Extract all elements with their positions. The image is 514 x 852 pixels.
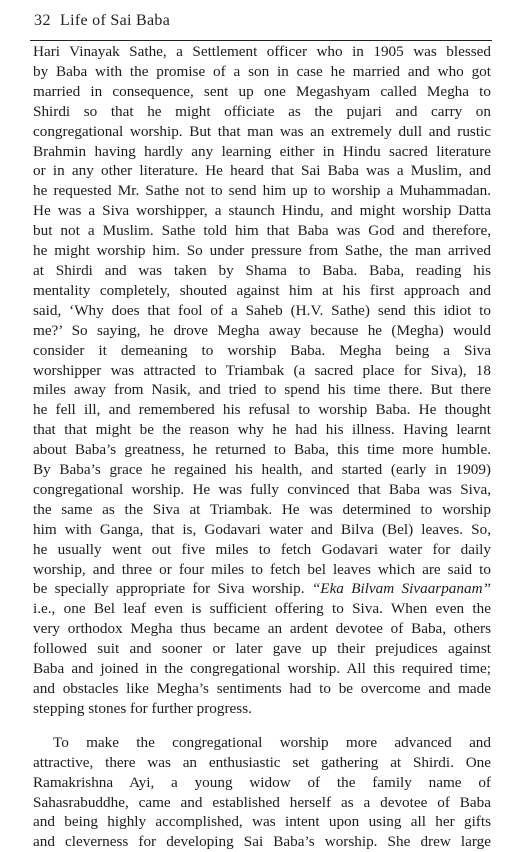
text-segment: be specially appropriate for Siva worship. bbox=[33, 580, 305, 598]
paragraph-gap bbox=[33, 719, 491, 733]
text-line: or in any other literature. He heard that Sai Baba was a Muslim, and bbox=[33, 162, 491, 180]
text-line: that that might be the reason why he had his illness. Having learnt bbox=[33, 421, 491, 439]
italic-quote: “Eka Bilvam Sivaarpanam” bbox=[311, 580, 491, 598]
text-line: by Baba with the promise of a son in case he married and who got bbox=[33, 62, 491, 80]
running-title: Life of Sai Baba bbox=[60, 12, 171, 29]
running-header bbox=[30, 12, 492, 41]
text-line: Baba and joined in the congregational worship. All this required time; bbox=[33, 660, 491, 678]
text-line: him with Ganga, that is, Godavari water and Bilva (Bel) leaves. So, bbox=[33, 520, 491, 538]
text-line: he usually went out five miles to fetch Godavari water for daily bbox=[33, 540, 491, 558]
text-line: but not a Muslim. Sathe told him that Baba was God and therefore, bbox=[33, 222, 491, 240]
text-line: he might worship him. So under pressure from Sathe, the man arrived bbox=[33, 242, 491, 260]
text-line: Hari Vinayak Sathe, a Settlement officer who in 1905 was blessed bbox=[33, 43, 491, 60]
text-line: stepping stones for further progress. bbox=[33, 699, 252, 717]
text-line: Sahasrabuddhe, came and established herself as a devotee of Baba bbox=[33, 793, 491, 811]
text-line: miles away from Nasik, and tried to spend his time there. But there bbox=[33, 381, 491, 399]
text-line: he fell ill, and remembered his refusal to worship Baba. He thought bbox=[33, 401, 491, 419]
text-line: said, ‘Why does that fool of a Saheb (H.V. Sathe) send this idiot to bbox=[33, 301, 491, 319]
page-number: 32 bbox=[34, 12, 51, 29]
text-line: he requested Mr. Sathe not to send him up to worship a Muhammadan. bbox=[33, 182, 491, 200]
text-line: Shirdi so that he might officiate as the pujari and carry on bbox=[33, 102, 491, 120]
text-line: worship, and three or four miles to fetch bel leaves which are said to bbox=[33, 560, 491, 578]
text-line: very orthodox Megha thus became an ardent devotee of Baba, others bbox=[33, 620, 491, 638]
text-line: To make the congregational worship more advanced and bbox=[53, 733, 491, 751]
text-line-with-quote bbox=[33, 579, 491, 599]
text-line: followed suit and sooner or later gave up their prejudices against bbox=[33, 640, 491, 658]
text-line: congregational worship. He was fully convinced that Baba was Siva, bbox=[33, 480, 491, 498]
text-line: married in consequence, sent up one Megashyam called Megha to bbox=[33, 82, 491, 100]
text-line: Ramakrishna Ayi, a young widow of the family name of bbox=[33, 773, 491, 791]
text-line: consider it demeaning to worship Baba. Megha being a Siva bbox=[33, 341, 491, 359]
text-line: me?’ So saying, he drove Megha away because he (Megha) would bbox=[33, 321, 491, 339]
text-line: worshipper was attracted to Triambak (a sacred place for Siva), 18 bbox=[33, 361, 491, 379]
text-line: the same as the Siva at Triambak. He was determined to worship bbox=[33, 500, 491, 518]
text-line: attractive, there was an enthusiastic set gathering at Shirdi. One bbox=[33, 753, 491, 771]
text-line: about Baba’s greatness, he returned to Baba, this time more humble. bbox=[33, 441, 491, 459]
body-text bbox=[33, 42, 491, 852]
text-line: i.e., one Bel leaf even is sufficient offering to Siva. When even the bbox=[33, 600, 491, 618]
text-line: congregational worship. But that man was an extremely dull and rustic bbox=[33, 122, 491, 140]
text-line: By Baba’s grace he regained his health, and started (early in 1909) bbox=[33, 461, 491, 479]
text-line: and being highly accomplished, was intent upon using all her gifts bbox=[33, 813, 491, 831]
text-line: He was a Siva worshipper, a staunch Hindu, and might worship Datta bbox=[33, 202, 491, 220]
text-line: at Shirdi and was taken by Shama to Baba. Baba, reading his bbox=[33, 261, 491, 279]
text-line: and cleverness for developing Sai Baba’s worship. She drew large bbox=[33, 833, 491, 851]
text-line: and obstacles like Megha’s sentiments had to be overcome and made bbox=[33, 680, 491, 697]
text-line: Brahmin having hardly any learning either in Hindu sacred literature bbox=[33, 142, 491, 160]
text-line: mentality completely, shouted against him at his first approach and bbox=[33, 281, 491, 299]
